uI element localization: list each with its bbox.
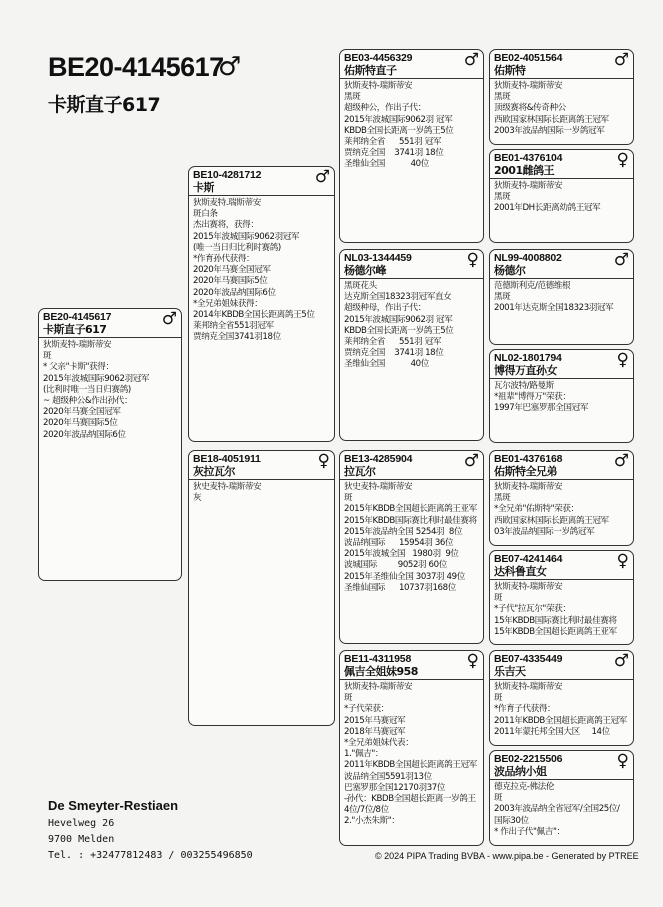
pedigree-card-sss: [489, 49, 634, 145]
pedigree-card-dam: [188, 450, 335, 726]
card-name: 杨德尔: [494, 264, 526, 277]
card-details: 狄斯麦特-瑞斯蒂安 斑 *作育子代获得： 2011年KBDB全国超长距离鸽王冠军 2011年蒙托邦全国大区 14位: [494, 682, 627, 737]
card-name: 佑斯特: [494, 64, 526, 77]
card-details: 狄斯麦特-瑞斯蒂安 斑 * 父亲"卡斯"获得： 2015年波城国际9062羽冠军 (比利时唯一当日归赛鸽) ~ 超级种公&作出孙代： 2020年马赛全国冠军 2020年马赛国际5位 2020年波品纳国际6位: [43, 340, 150, 440]
male-icon: ♂: [613, 451, 629, 471]
breeder-address-street: Hevelweg 26: [48, 818, 115, 829]
pedigree-card-ddd: [489, 750, 634, 846]
male-icon: ♂: [613, 250, 629, 270]
card-header: [490, 250, 633, 279]
female-icon: ♀: [466, 651, 479, 671]
pedigree-card-sire-sire: [339, 49, 484, 243]
card-ring-number: NL03-1344459: [344, 252, 412, 264]
card-header: [490, 651, 633, 680]
male-icon: ♂: [314, 167, 330, 187]
card-details: 狄斯麦特-瑞斯蒂安 斑 *子代荣获： 2015年马赛冠军 2018年马赛冠军 *全兄弟姐妹代表： 1."佩吉"： 2011年KBDB全国超长距离鸽王冠军 波品纳全国5591羽13位 巴塞罗那全国12170羽37位 -孙代：KBDB全国超长距离一岁鸽王 4位/7位/8位 2."小杰朱斯"：: [344, 682, 477, 827]
pedigree-card-sire-dam: [339, 249, 484, 441]
card-header: [490, 751, 633, 780]
card-details: 范德斯利克/范德维根 黑斑 2001年达克斯全国18323羽冠军: [494, 281, 614, 314]
card-name: 灰拉瓦尔: [193, 465, 235, 478]
male-icon: ♂: [463, 50, 479, 70]
card-header: [490, 350, 633, 379]
card-header: [39, 309, 181, 338]
card-details: 黑斑花头 达克斯全国18323羽冠军直女 超级种母，作出子代： 2015年波城国际9062羽 冠军 KBDB全国长距离一岁鸽王5位 莱邦纳全省 551羽 冠军 贾纳克全国 3741羽 18位 圣维仙全国 40位: [344, 281, 454, 370]
pedigree-card-dds: [489, 650, 634, 746]
card-ring-number: BE07-4241464: [494, 553, 563, 565]
pedigree-card-dam-sire: [339, 450, 484, 644]
card-details: 狄斯麦特-瑞斯蒂安 黑斑 2001年DH长距离幼鸽王冠军: [494, 181, 601, 214]
card-details: 狄斯麦特.瑞斯蒂安 斑白条 杰出赛将，获得： 2015年波城国际9062羽冠军 (唯一当日归比利时赛鸽) *作育孙代获得： 2020年马赛全国冠军 2020年马赛国际5位 2020年波品纳国际6位 *全兄弟姐妹获得： 2014年KBDB全国长距离鸽王5位 莱邦纳全省551羽冠军 贾纳克全国3741羽18位: [193, 198, 315, 343]
card-header: [340, 451, 483, 480]
breeder-name: De Smeyter-Restiaen: [48, 798, 179, 813]
pedigree-card-dsd: [489, 550, 634, 645]
female-icon: ♀: [466, 250, 479, 270]
card-header: [490, 551, 633, 580]
card-details: 狄斯麦特-瑞斯蒂安 斑 *子代"拉瓦尔"荣获： 15年KBDB国际赛比利时最佳赛将 15年KBDB全国超长距离鸽王亚军: [494, 582, 617, 637]
card-name: 佩吉全姐妹958: [344, 665, 418, 678]
pedigree-card-subject: [38, 308, 182, 581]
male-icon: ♂: [613, 50, 629, 70]
pedigree-card-sdd: [489, 349, 634, 443]
card-ring-number: NL99-4008802: [494, 252, 562, 264]
card-details: 狄斯麦特-瑞斯蒂安 黑斑 顶级赛将&传奇种公 西欧国家林国际长距离鸽王冠军 2003年波品纳国际一岁鸽冠军: [494, 81, 609, 136]
card-header: [490, 150, 633, 179]
card-header: [490, 50, 633, 79]
card-name: 博得万直孙女: [494, 364, 557, 377]
card-details: 瓦尔波特/路曼斯 *祖辈"博得万"荣获： 1997年巴塞罗那全国冠军: [494, 381, 589, 414]
pedigree-card-sire: [188, 166, 335, 442]
card-header: [189, 167, 334, 196]
pedigree-card-dam-dam: [339, 650, 484, 846]
pigeon-ring-number: BE20-4145617: [48, 52, 224, 82]
card-header: [490, 451, 633, 480]
card-name: 2001雌鸽王: [494, 164, 555, 177]
card-name: 拉瓦尔: [344, 465, 376, 478]
card-ring-number: BE18-4051911: [193, 453, 261, 465]
male-icon: ♂: [463, 451, 479, 471]
card-ring-number: BE03-4456329: [344, 52, 413, 64]
pedigree-card-ssd: [489, 149, 634, 243]
card-details: 狄史麦特-瑞斯蒂安 灰: [193, 482, 262, 504]
female-icon: ♀: [616, 551, 629, 571]
pedigree-card-dss: [489, 450, 634, 546]
breeder-address-city: 9700 Melden: [48, 834, 115, 845]
card-header: [340, 651, 483, 680]
card-name: 乐吉天: [494, 665, 526, 678]
female-icon: ♀: [616, 350, 629, 370]
card-ring-number: BE02-2215506: [494, 753, 563, 765]
female-icon: ♀: [616, 751, 629, 771]
card-ring-number: NL02-1801794: [494, 352, 562, 364]
male-icon: ♂: [161, 309, 177, 329]
card-ring-number: BE07-4335449: [494, 653, 563, 665]
card-header: [340, 50, 483, 79]
card-ring-number: BE13-4285904: [344, 453, 413, 465]
card-header: [340, 250, 483, 279]
generator-credit: © 2024 PIPA Trading BVBA - www.pipa.be - Generated by PTREE: [375, 851, 639, 861]
card-name: 杨德尔峰: [344, 264, 386, 277]
card-ring-number: BE02-4051564: [494, 52, 563, 64]
female-icon: ♀: [317, 451, 330, 471]
card-ring-number: BE11-4311958: [344, 653, 412, 665]
pigeon-name: 卡斯直子617: [48, 94, 161, 116]
breeder-phone: Tel. : +32477812483 / 003255496850: [48, 850, 253, 861]
card-header: [189, 451, 334, 480]
card-ring-number: BE01-4376104: [494, 152, 563, 164]
male-icon: ♂: [613, 651, 629, 671]
card-name: 卡斯: [193, 181, 214, 194]
card-ring-number: BE10-4281712: [193, 169, 262, 181]
female-icon: ♀: [616, 150, 629, 170]
card-name: 波品纳小姐: [494, 765, 547, 778]
male-icon: ♂: [218, 52, 242, 82]
card-details: 狄斯麦特-瑞斯蒂安 黑斑 *全兄弟"佑斯特"荣获： 西欧国家林国际长距离鸽王冠军 03年波品纳国际一岁鸽冠军: [494, 482, 609, 537]
card-ring-number: BE01-4376168: [494, 453, 563, 465]
card-details: 狄斯麦特-瑞斯蒂安 黑斑 超级种公，作出子代： 2015年波城国际9062羽 冠军 KBDB全国长距离一岁鸽王5位 莱邦纳全省 551羽 冠军 贾纳克全国 3741羽 18位 圣维仙全国 40位: [344, 81, 454, 170]
card-name: 卡斯直子617: [43, 323, 107, 336]
card-ring-number: BE20-4145617: [43, 311, 112, 323]
card-name: 达科鲁直女: [494, 565, 547, 578]
card-name: 佑斯特全兄弟: [494, 465, 557, 478]
card-details: 德克拉克-佛法伦 斑 2003年波品纳全省冠军/全国25位/ 国际30位 * 作出子代"佩吉"：: [494, 782, 620, 837]
card-name: 佑斯特直子: [344, 64, 397, 77]
pedigree-card-sds: [489, 249, 634, 345]
card-details: 狄史麦特-瑞斯蒂安 斑 2015年KBDB全国超长距离鸽王亚军 2015年KBDB国际赛比利时最佳赛将 2015年波品纳全国 5254羽 8位 波品纳国际 15954羽 36位 2015年波城全国 1980羽 9位 波城国际 9052羽 60位 2015年圣维仙全国 3037羽 49位 圣维仙国际 10737羽168位: [344, 482, 477, 593]
